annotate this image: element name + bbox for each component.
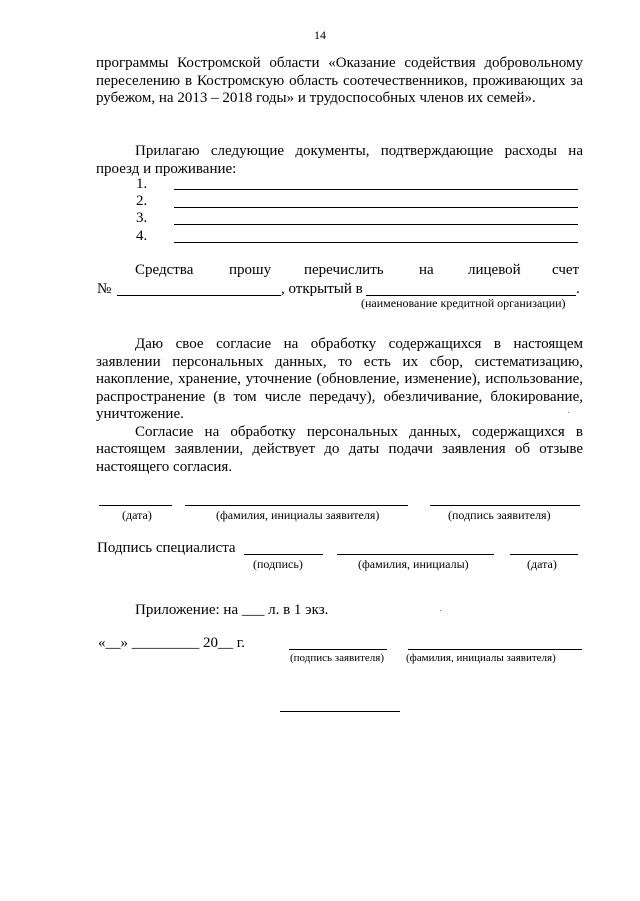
footer-signature-caption: (подпись заявителя)	[290, 652, 385, 664]
documents-paragraph	[96, 143, 583, 178]
scan-speck	[440, 610, 441, 611]
closing-separator	[280, 711, 400, 712]
footer-name-caption: (фамилия, инициалы заявителя)	[406, 652, 556, 664]
bank-caption: (наименование кредитной организации)	[361, 296, 566, 310]
consent-paragraph	[96, 336, 583, 476]
footer-signature-field[interactable]	[289, 649, 387, 650]
consent-line: настоящего согласия.	[96, 458, 233, 475]
document-item-line[interactable]	[174, 207, 578, 208]
funds-word: лицевой	[468, 262, 521, 278]
intro-line: рубежом, на 2013 – 2018 годы» и трудоспособных членов их семей».	[96, 90, 536, 106]
funds-word: перечислить	[304, 262, 384, 278]
document-item-number: 2.	[136, 193, 148, 209]
document-item-number: 4.	[136, 228, 148, 244]
specialist-signature-field[interactable]	[244, 554, 323, 555]
consent-line: накопление, хранение, уточнение (обновление, изменение), использование,	[96, 371, 583, 387]
document-item-number: 1.	[136, 176, 148, 192]
applicant-name-field[interactable]	[185, 505, 408, 506]
footer-name-field[interactable]	[408, 649, 582, 650]
intro-paragraph	[96, 55, 583, 108]
specialist-label: Подпись специалиста	[97, 540, 236, 556]
opened-in-label: , открытый в	[281, 281, 363, 297]
sentence-end: .	[576, 281, 580, 297]
document-item-line[interactable]	[174, 242, 578, 243]
date-field[interactable]	[99, 505, 172, 506]
account-number-prefix: №	[97, 281, 112, 297]
documents-line: Прилагаю следующие документы, подтверждающие расходы на	[135, 143, 583, 159]
specialist-name-caption: (фамилия, инициалы)	[358, 557, 469, 571]
applicant-signature-caption: (подпись заявителя)	[448, 508, 551, 522]
applicant-name-caption: (фамилия, инициалы заявителя)	[216, 508, 380, 522]
specialist-signature-caption: (подпись)	[253, 557, 303, 571]
consent-line: настоящем заявлении, действует до даты подачи заявления об отзыве	[96, 441, 583, 457]
funds-word: на	[419, 262, 434, 278]
consent-line: уничтожение.	[96, 406, 184, 422]
specialist-name-field[interactable]	[337, 554, 494, 555]
consent-line: Даю свое согласие на обработку содержащихся в настоящем	[135, 336, 583, 352]
consent-line: заявлении персональных данных, то есть их сбор, систематизацию,	[96, 353, 583, 370]
consent-line: распространение (в том числе передачу), обезличивание, блокирование,	[96, 388, 583, 405]
consent-line: Согласие на обработку персональных данных, содержащихся в	[135, 423, 583, 440]
specialist-date-field[interactable]	[510, 554, 578, 555]
applicant-signature-field[interactable]	[430, 505, 580, 506]
documents-line: проезд и проживание:	[96, 160, 237, 177]
document-item-line[interactable]	[174, 189, 578, 190]
appendix-text: Приложение: на ___ л. в 1 экз.	[135, 602, 329, 618]
funds-word: Средства	[135, 262, 194, 278]
date-caption: (дата)	[122, 508, 152, 522]
document-item-line[interactable]	[174, 224, 578, 225]
intro-line: переселению в Костромскую область соотечественников, проживающих за	[96, 72, 583, 89]
intro-line: программы Костромской области «Оказание содействия добровольному	[96, 55, 583, 71]
footer-date-text: «__» _________ 20__ г.	[98, 635, 245, 651]
funds-word: счет	[552, 262, 580, 278]
funds-word: прошу	[229, 262, 272, 278]
specialist-date-caption: (дата)	[527, 557, 557, 571]
account-number-field[interactable]	[117, 295, 281, 296]
scan-speck	[568, 412, 569, 413]
page-number: 14	[314, 28, 326, 42]
document-item-number: 3.	[136, 210, 148, 226]
